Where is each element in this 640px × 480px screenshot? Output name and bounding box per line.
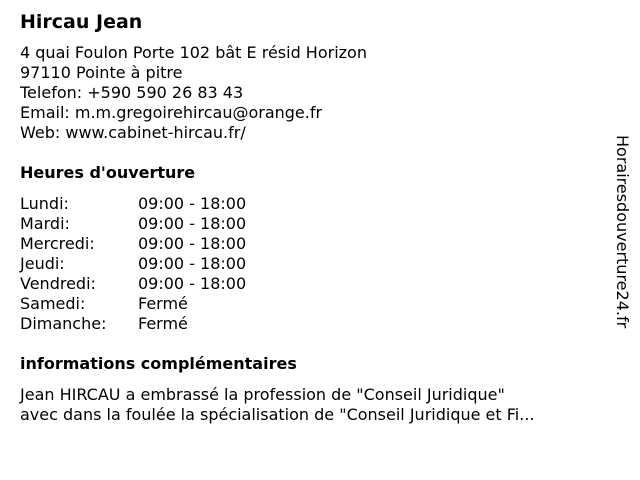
hours-row-mercredi bbox=[20, 234, 246, 254]
hours-day: Samedi: bbox=[20, 294, 86, 313]
phone-line: Telefon: +590 590 26 83 43 bbox=[20, 83, 244, 102]
hours-time: 09:00 - 18:00 bbox=[138, 234, 247, 253]
email-line: Email: m.m.gregoirehircau@orange.fr bbox=[20, 103, 323, 122]
hours-day: Dimanche: bbox=[20, 314, 107, 333]
hours-row-lundi bbox=[20, 194, 246, 214]
hours-day: Vendredi: bbox=[20, 274, 96, 293]
additional-info-text bbox=[20, 385, 534, 425]
hours-row-dimanche bbox=[20, 314, 246, 334]
hours-day: Lundi: bbox=[20, 194, 69, 213]
info-line-2: avec dans la foulée la spécialisation de "Conseil Juridique et Fi... bbox=[20, 405, 535, 424]
hours-row-samedi bbox=[20, 294, 246, 314]
additional-info-heading: informations complémentaires bbox=[20, 354, 297, 373]
hours-time: 09:00 - 18:00 bbox=[138, 254, 247, 273]
hours-day: Mardi: bbox=[20, 214, 70, 233]
hours-row-jeudi bbox=[20, 254, 246, 274]
info-line-1: Jean HIRCAU a embrassé la profession de "Conseil Juridique" bbox=[20, 385, 505, 404]
web-line: Web: www.cabinet-hircau.fr/ bbox=[20, 123, 246, 142]
business-name: Hircau Jean bbox=[20, 11, 143, 33]
opening-hours-heading: Heures d'ouverture bbox=[20, 163, 196, 182]
hours-day: Mercredi: bbox=[20, 234, 95, 253]
hours-row-vendredi bbox=[20, 274, 246, 294]
hours-day: Jeudi: bbox=[20, 254, 65, 273]
address-line-1: 4 quai Foulon Porte 102 bât E résid Horizon bbox=[20, 43, 367, 62]
hours-time: 09:00 - 18:00 bbox=[138, 194, 247, 213]
hours-time: 09:00 - 18:00 bbox=[138, 214, 247, 233]
hours-time: Fermé bbox=[138, 314, 188, 333]
address-line-2: 97110 Pointe à pitre bbox=[20, 63, 183, 82]
contact-block bbox=[20, 43, 367, 143]
hours-time: 09:00 - 18:00 bbox=[138, 274, 247, 293]
hours-row-mardi bbox=[20, 214, 246, 234]
opening-hours-table bbox=[20, 194, 246, 334]
hours-time: Fermé bbox=[138, 294, 188, 313]
site-watermark: Horairesdouverture24.fr bbox=[613, 135, 632, 329]
